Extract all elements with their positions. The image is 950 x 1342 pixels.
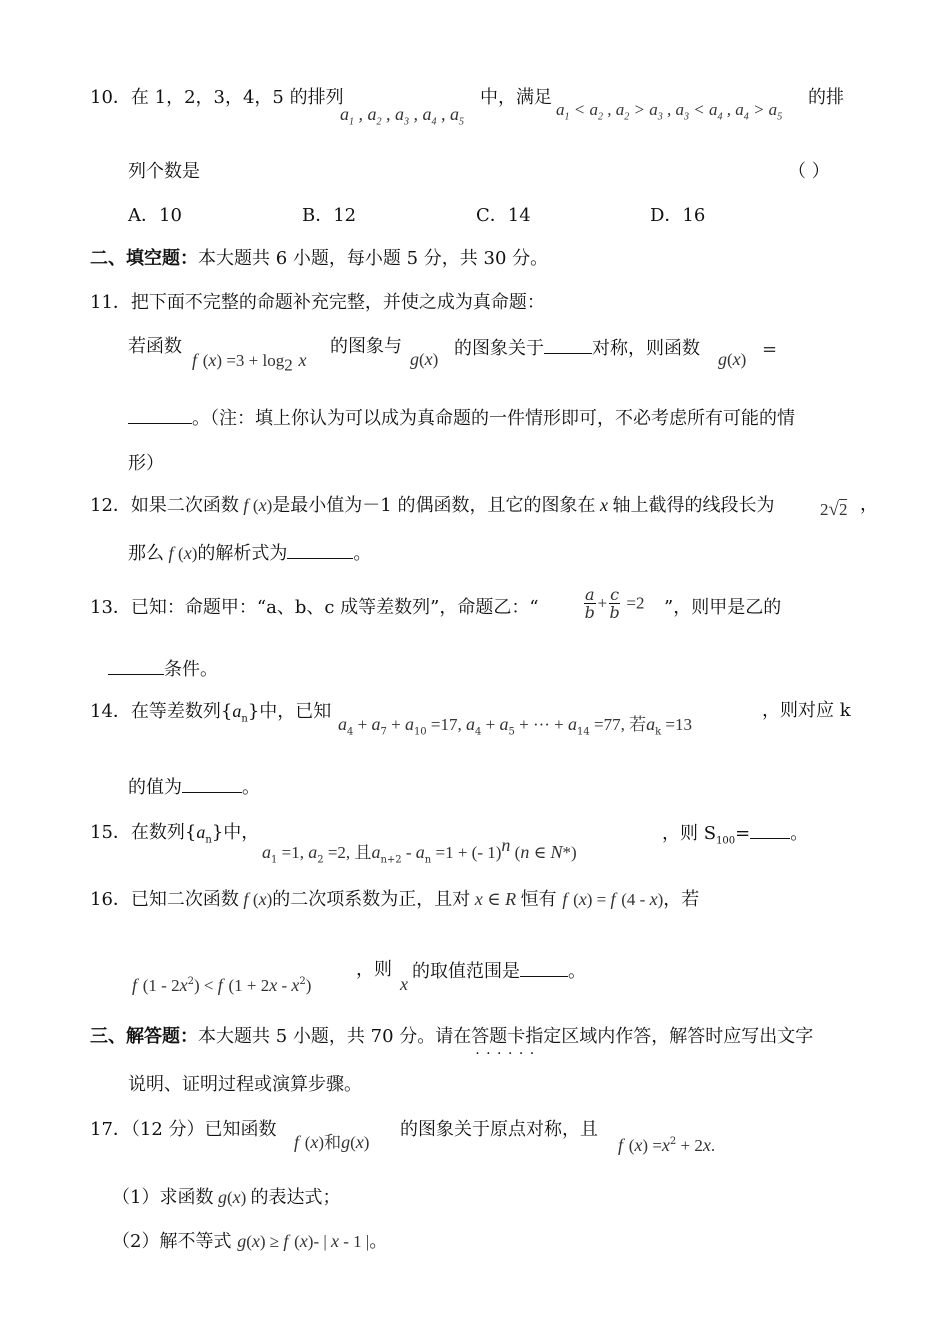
q11-formula-g2: g(x) xyxy=(718,349,747,369)
q16-line1: 16．已知二次函数 f (x)的二次项系数为正，且对 x ∈ R 恒有 f (x) = f (4 - x)，若 xyxy=(90,889,700,910)
q17-text-b: 的图象关于原点对称，且 xyxy=(400,1119,598,1140)
q13-line1: 13．已知：命题甲：“a、b、c 成等差数列”，命题乙：“ xyxy=(90,597,539,618)
option-c: C．14 xyxy=(476,205,531,226)
q10-line1: 10．在 1，2，3，4，5 的排列 xyxy=(90,87,344,108)
q11-note-end: 形） xyxy=(128,453,164,474)
blank[interactable] xyxy=(520,958,568,977)
q11-text-c: 的图象关于 对称，则函数 xyxy=(454,335,700,361)
q12-comma: ， xyxy=(860,494,878,515)
blank[interactable] xyxy=(128,405,192,424)
blank[interactable] xyxy=(182,774,242,793)
q12-line2: 那么 f (x)的解析式为 。 xyxy=(128,540,371,566)
q16-inequality-formula: f $(1 - 2x^2) < f$ $(1 + 2x - x^2)$ xyxy=(132,975,312,995)
q11-formula-f: f $(x) =3 + \log_2 x$ xyxy=(192,350,307,375)
q15-line1: 15．在数列$\{a_n\}$中， xyxy=(90,822,260,846)
q17-formula-fg: f (x)和g(x) xyxy=(294,1132,370,1152)
blank[interactable] xyxy=(544,335,592,354)
q13-text-b: ”，则甲是乙的 xyxy=(664,597,782,618)
q10-text-mid: 中，满足 xyxy=(480,87,552,108)
answer-parentheses: （ ） xyxy=(788,161,830,182)
option-a: A．10 xyxy=(128,205,182,226)
section3-heading: 三、解答题：本大题共 5 小题，共 70 分。请在答题卡指定区域 · ·内作答，解答时应写出文字 xyxy=(90,1025,813,1049)
section3-line2: 说明、证明过程或演算步骤。 xyxy=(128,1074,362,1095)
q11-text-a: 若函数 xyxy=(128,336,182,357)
q11-line1: 11．把下面不完整的命题补充完整，并使之成为真命题： xyxy=(90,292,545,313)
q17-part2: （2）解不等式 g(x) ≥ f (x)- | x - 1 |。 xyxy=(112,1231,388,1252)
blank[interactable] xyxy=(108,656,164,675)
section2-heading: 二、填空题：本大题共 6 小题，每小题 5 分，共 30 分。 xyxy=(90,248,549,269)
question-number: 10． xyxy=(90,87,131,108)
q14-formula: $a_4 + a_7 + a_{10} =17$, $a_4 + a_5$ + ··· + $a_{14} =77$, 若$a_k =13$ xyxy=(338,714,693,738)
q10-sequence-formula: $a_1$ , $a_2$ , $a_3$ , $a_4$ , $a_5$ xyxy=(340,104,464,128)
q14-text-c: ，则对应 k xyxy=(762,700,851,721)
q13-fraction-formula: $\frac{a}{b}$ + $\frac{c}{b}$ =2 xyxy=(584,585,645,622)
q12-length-formula: 2√2 xyxy=(820,499,848,520)
q17-formula-f: f $(x) =x^2 + 2x$. xyxy=(618,1135,716,1155)
q11-text-b: 的图象与 xyxy=(330,336,402,357)
q11-formula-g1: g(x) xyxy=(410,349,439,369)
q10-text-tail: 的排 xyxy=(808,87,844,108)
q11-equals: = xyxy=(762,339,778,360)
q10-condition-formula: $a_1 < a_2$ , $a_2 > a_3$ , $a_3 < a_4$ , $a_4 > a_5$ xyxy=(556,100,783,123)
q16-var-x: x xyxy=(400,974,408,994)
q11-note: 。（注：填上你认为可以成为真命题的一件情形即可，不必考虑所有可能的情 xyxy=(128,405,795,431)
q15-formula: $a_1 =1$, $a_2 =2$, 且$a_{n+2} - a_n =1$ + (- 1)$^n$ (n ∈ N*) xyxy=(262,835,577,866)
q10-line2: 列个数是 xyxy=(128,161,200,182)
option-d: D．16 xyxy=(650,205,706,226)
q15-tail: ，则 $S_{100}=$ 。 xyxy=(662,820,808,854)
option-b: B．12 xyxy=(302,205,357,226)
blank[interactable] xyxy=(287,540,353,559)
blank[interactable] xyxy=(750,820,790,839)
q16-text-f: 的取值范围是 。 xyxy=(412,958,586,984)
emphasized-text: 答题卡指定区域 · · xyxy=(471,1025,597,1049)
q17-line1: 17．（12 分）已知函数 xyxy=(90,1119,277,1140)
q17-part1: （1）求函数 g(x) 的表达式； xyxy=(112,1187,341,1208)
q16-text-e: ，则 xyxy=(356,959,392,980)
q14-line1: 14．在等差数列$\{a_n\}$中，已知 xyxy=(90,701,332,725)
q12-line1: 12．如果二次函数 f (x)是最小值为－1 的偶函数，且它的图象在 x 轴上截得的线段长为 xyxy=(90,495,775,516)
q14-line2: 的值为 。 xyxy=(128,774,260,800)
q13-line2: 条件。 xyxy=(108,656,218,682)
